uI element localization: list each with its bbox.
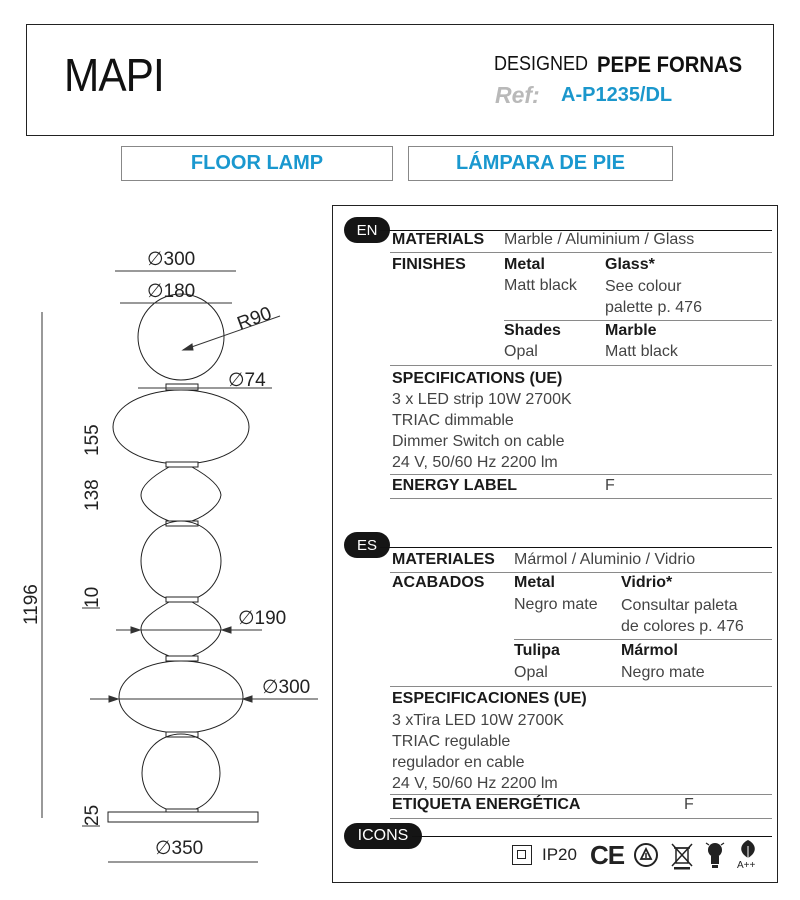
- lamp-diamond-2: [141, 602, 221, 656]
- en-marble-label: Marble: [605, 322, 657, 339]
- en-metal-label: Metal: [504, 256, 545, 273]
- es-metal-value: Negro mate: [514, 596, 598, 613]
- lamp-ellipse-2: [119, 661, 243, 733]
- ref-value: A-P1235/DL: [561, 84, 673, 106]
- designed-label: DESIGNED: [494, 53, 589, 75]
- category-en: FLOOR LAMP: [121, 146, 393, 181]
- dim-top-outer-diameter: ∅300: [147, 249, 196, 270]
- divider: [504, 320, 772, 321]
- dim-10: 10: [82, 586, 103, 608]
- es-shades-label: Tulipa: [514, 642, 560, 659]
- class-ii-icon: [512, 845, 532, 865]
- divider: [380, 547, 772, 548]
- en-materials-value: Marble / Aluminium / Glass: [504, 231, 695, 248]
- divider: [390, 818, 772, 819]
- dim-mid-diameter: ∅190: [238, 608, 287, 629]
- energy-class-icon: [734, 838, 762, 872]
- es-materials-label: MATERIALES: [392, 551, 495, 568]
- es-energy-value: F: [684, 796, 694, 813]
- es-materials-value: Mármol / Aluminio / Vidrio: [514, 551, 696, 568]
- ref-label: Ref:: [495, 82, 540, 108]
- lamp-neck-ring: [166, 521, 198, 526]
- energy-class-label: A++: [737, 860, 756, 871]
- lamp-ellipse-1: [113, 390, 249, 464]
- ce-icon: CE: [590, 840, 625, 870]
- ip-rating: IP20: [542, 845, 577, 864]
- lamp-sphere-2: [141, 521, 221, 601]
- dim-base-diameter: ∅350: [155, 838, 204, 859]
- dim-25: 25: [82, 804, 103, 826]
- en-shades-label: Shades: [504, 322, 561, 339]
- dim-total-height: 1196: [21, 584, 42, 625]
- divider: [514, 639, 772, 640]
- divider: [390, 572, 772, 573]
- dim-top-inner-diameter: ∅180: [147, 281, 196, 302]
- es-marble-value: Negro mate: [621, 664, 705, 681]
- technical-drawing: [0, 230, 330, 890]
- dim-neck-diameter: ∅74: [228, 370, 266, 391]
- en-shades-value: Opal: [504, 343, 538, 360]
- divider: [390, 794, 772, 795]
- divider: [390, 365, 772, 366]
- lamp-neck-ring: [166, 656, 198, 661]
- lamp-neck-ring: [166, 384, 198, 390]
- dim-wide-diameter: ∅300: [262, 677, 311, 698]
- en-specs-label: SPECIFICATIONS (UE): [392, 370, 563, 387]
- lamp-neck-ring: [166, 462, 198, 467]
- es-specs-label: ESPECIFICACIONES (UE): [392, 690, 587, 707]
- dim-155: 155: [82, 424, 103, 456]
- lamp-base: [108, 812, 258, 822]
- dim-138: 138: [82, 479, 103, 511]
- weee-bin-icon: [669, 842, 695, 870]
- es-marble-label: Mármol: [621, 642, 678, 659]
- es-metal-label: Metal: [514, 574, 555, 591]
- en-glass-label: Glass*: [605, 256, 655, 273]
- es-finishes-label: ACABADOS: [392, 574, 485, 591]
- es-tag: ES: [344, 532, 390, 558]
- dim-radius: R90: [234, 303, 275, 335]
- es-shades-value: Opal: [514, 664, 548, 681]
- en-marble-value: Matt black: [605, 343, 678, 360]
- lamp-neck-ring: [166, 597, 198, 602]
- en-finishes-label: FINISHES: [392, 256, 466, 273]
- en-energy-label: ENERGY LABEL: [392, 477, 518, 494]
- es-specs-value: 3 xTira LED 10W 2700K TRIAC regulable regulador en cable 24 V, 50/60 Hz 2200 lm: [392, 712, 564, 792]
- en-specs-value: 3 x LED strip 10W 2700K TRIAC dimmable Dimmer Switch on cable 24 V, 50/60 Hz 2200 lm: [392, 391, 572, 471]
- divider: [390, 252, 772, 253]
- es-glass-label: Vidrio*: [621, 574, 673, 591]
- es-glass-value: Consultar paleta de colores p. 476: [621, 597, 744, 635]
- lamp-top-sphere: [138, 294, 224, 380]
- en-metal-value: Matt black: [504, 277, 577, 294]
- icons-tag: ICONS: [344, 823, 422, 849]
- divider: [390, 474, 772, 475]
- designer-name: PEPE FORNAS: [597, 52, 743, 77]
- divider: [412, 836, 772, 837]
- category-es: LÁMPARA DE PIE: [408, 146, 673, 181]
- divider: [390, 686, 772, 687]
- divider: [390, 498, 772, 499]
- recycle-icon: [633, 842, 659, 868]
- led-bulb-icon: [705, 840, 725, 870]
- lamp-sphere-3: [142, 734, 220, 812]
- product-name: MAPI: [64, 49, 164, 101]
- en-energy-value: F: [605, 477, 615, 494]
- es-energy-label: ETIQUETA ENERGÉTICA: [392, 796, 581, 813]
- en-materials-label: MATERIALS: [392, 231, 485, 248]
- en-glass-value: See colour palette p. 476: [605, 278, 702, 316]
- en-tag: EN: [344, 217, 390, 243]
- lamp-diamond-1: [141, 467, 221, 521]
